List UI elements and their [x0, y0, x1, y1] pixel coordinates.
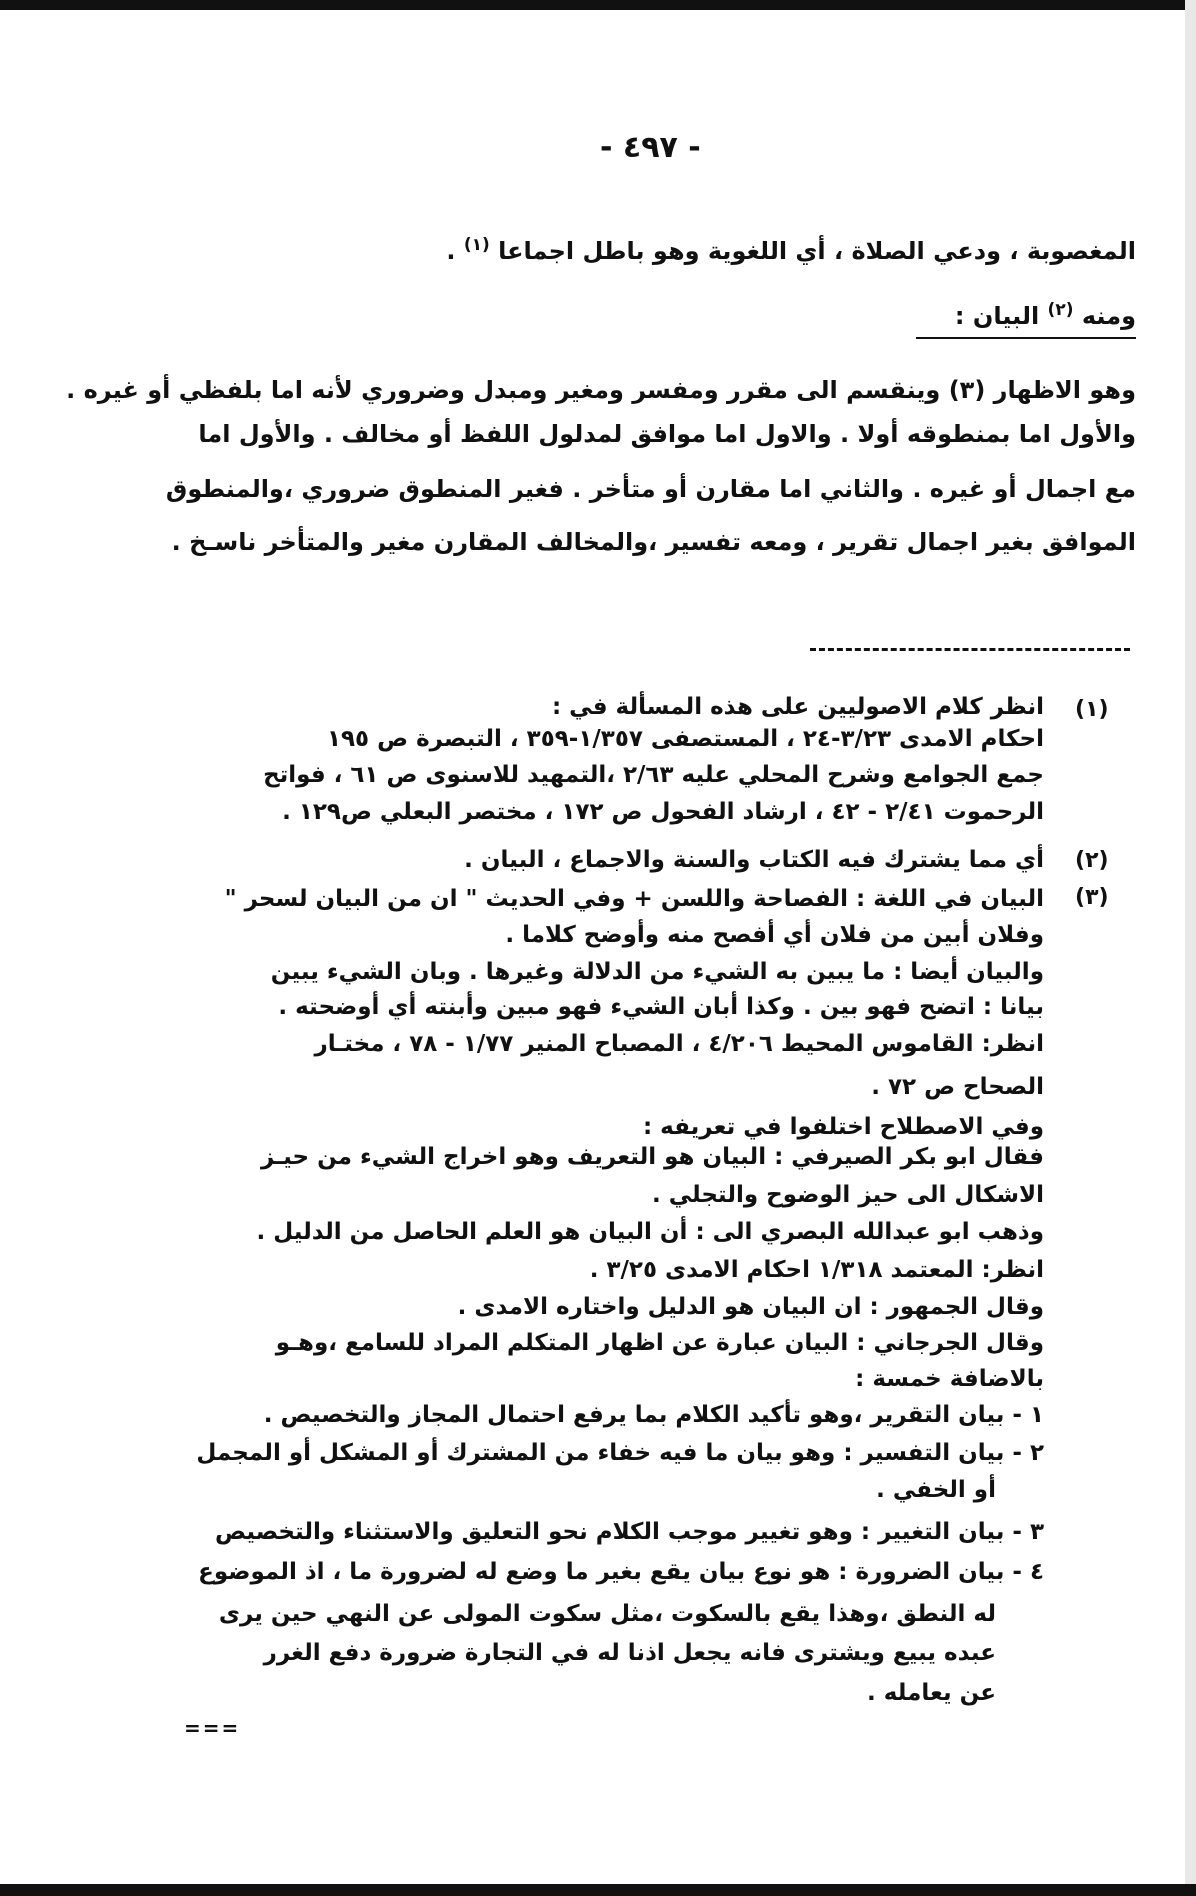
footnote-line: ٣ - بيان التغيير : وهو تغيير موجب الكلام نحو التعليق والاستثناء والتخصيص [214, 1519, 1044, 1545]
footnote-number-1: (١) [1075, 697, 1109, 722]
body-line-1 [446, 228, 1136, 268]
footnote-line: والبيان أيضا : ما يبين به الشيء من الدلالة وغيرها . وبان الشيء يبين [270, 959, 1044, 985]
footnote-line: الرحموت ٢/٤١ - ٤٢ ، ارشاد الفحول ص ١٧٢ ، مختصر البعلي ص١٢٩ . [282, 799, 1044, 825]
footnote-number-2: (٢) [1075, 848, 1109, 873]
footnote-line: البيان في اللغة : الفصاحة واللسن + وفي الحديث " ان من البيان لسحر " [224, 886, 1044, 912]
body-line-1-end: . [446, 237, 456, 265]
footnote-line: بيانا : اتضح فهو بين . وكذا أبان الشيء فهو مبين وأبنته أي أوضحته . [278, 994, 1044, 1020]
heading-underline [916, 337, 1136, 339]
heading-prefix: ومنه [1081, 302, 1136, 330]
footnote-line: وقال الجرجاني : البيان عبارة عن اظهار المتكلم المراد للسامع ،وهـو [275, 1330, 1044, 1356]
footnote-line: انظر كلام الاصوليين على هذه المسألة في : [551, 694, 1044, 720]
footnote-line: ٤ - بيان الضرورة : هو نوع بيان يقع بغير ما وضع له لضرورة ما ، اذ الموضوع [198, 1559, 1044, 1585]
footnote-ref-2: (٢) [1047, 300, 1074, 320]
footnote-separator [810, 648, 1130, 651]
body-paragraph-line: والأول اما بمنطوقه أولا . والاول اما موافق لمدلول اللفظ أو مخالف . والأول اما [198, 420, 1136, 448]
footnote-line: الاشكال الى حيز الوضوح والتجلي . [651, 1182, 1044, 1208]
footnote-line: جمع الجوامع وشرح المحلي عليه ٢/٦٣ ،التمهيد للاسنوى ص ٦١ ، فواتح [263, 762, 1044, 788]
footnote-line: الصحاح ص ٧٢ . [871, 1074, 1044, 1100]
footnote-line: انظر: المعتمد ١/٣١٨ احكام الامدى ٣/٢٥ . [589, 1257, 1044, 1283]
footnote-line: له النطق ،وهذا يقع بالسكوت ،مثل سكوت المولى عن النهي حين يرى [218, 1601, 996, 1627]
section-heading [955, 300, 1136, 330]
footnote-line: وقال الجمهور : ان البيان هو الدليل واختاره الامدى . [457, 1294, 1044, 1320]
footnote-number-3: (٣) [1075, 885, 1109, 910]
body-paragraph-line: وهو الاظهار (٣) وينقسم الى مقرر ومفسر ومغير ومبدل وضروري لأنه اما بلفظي أو غيره . [66, 376, 1136, 404]
page-number: - ٤٩٧ - [600, 130, 701, 165]
body-line-1-text: المغصوبة ، ودعي الصلاة ، أي اللغوية وهو باطل اجماعا [498, 237, 1136, 265]
footnote-line: عن يعامله . [867, 1680, 996, 1706]
right-scan-edge [1185, 0, 1196, 1896]
footnote-line: فقال ابو بكر الصيرفي : البيان هو التعريف وهو اخراج الشيء من حيـز [260, 1144, 1044, 1170]
top-scan-border [0, 0, 1196, 10]
footnote-line: انظر: القاموس المحيط ٤/٢٠٦ ، المصباح المنير ١/٧٧ - ٧٨ ، مختـار [314, 1031, 1044, 1057]
footnote-line: احكام الامدى ٣/٢٣-٢٤ ، المستصفى ١/٣٥٧-٣٥٩ ، التبصرة ص ١٩٥ [326, 726, 1044, 752]
footnote-line: بالاضافة خمسة : [855, 1366, 1044, 1392]
body-paragraph-line: الموافق بغير اجمال تقرير ، ومعه تفسير ،والمخالف المقارن مغير والمتأخر ناسـخ . [171, 528, 1136, 556]
footnote-line: وفي الاصطلاح اختلفوا في تعريفه : [642, 1114, 1044, 1140]
footnote-line: أي مما يشترك فيه الكتاب والسنة والاجماع ، البيان . [464, 847, 1044, 873]
footnote-line: ٢ - بيان التفسير : وهو بيان ما فيه خفاء من المشترك أو المشكل أو المجمل [196, 1440, 1044, 1466]
footnote-line: عبده يبيع ويشترى فانه يجعل اذنا له في التجارة ضرورة دفع الغرر [263, 1640, 996, 1666]
end-mark: === [184, 1716, 241, 1740]
footnote-ref-1: (١) [463, 235, 490, 255]
footnote-line: ١ - بيان التقرير ،وهو تأكيد الكلام بما يرفع احتمال المجاز والتخصيص . [263, 1402, 1044, 1428]
heading-text: البيان : [954, 302, 1040, 330]
footnote-line: أو الخفي . [876, 1477, 996, 1503]
footnote-line: وفلان أبين من فلان أي أفصح منه وأوضح كلاما . [505, 922, 1044, 948]
footnote-line: وذهب ابو عبدالله البصري الى : أن البيان هو العلم الحاصل من الدليل . [256, 1219, 1044, 1245]
body-paragraph-line: مع اجمال أو غيره . والثاني اما مقارن أو متأخر . فغير المنطوق ضروري ،والمنطوق [165, 475, 1136, 503]
bottom-scan-border [0, 1884, 1196, 1896]
